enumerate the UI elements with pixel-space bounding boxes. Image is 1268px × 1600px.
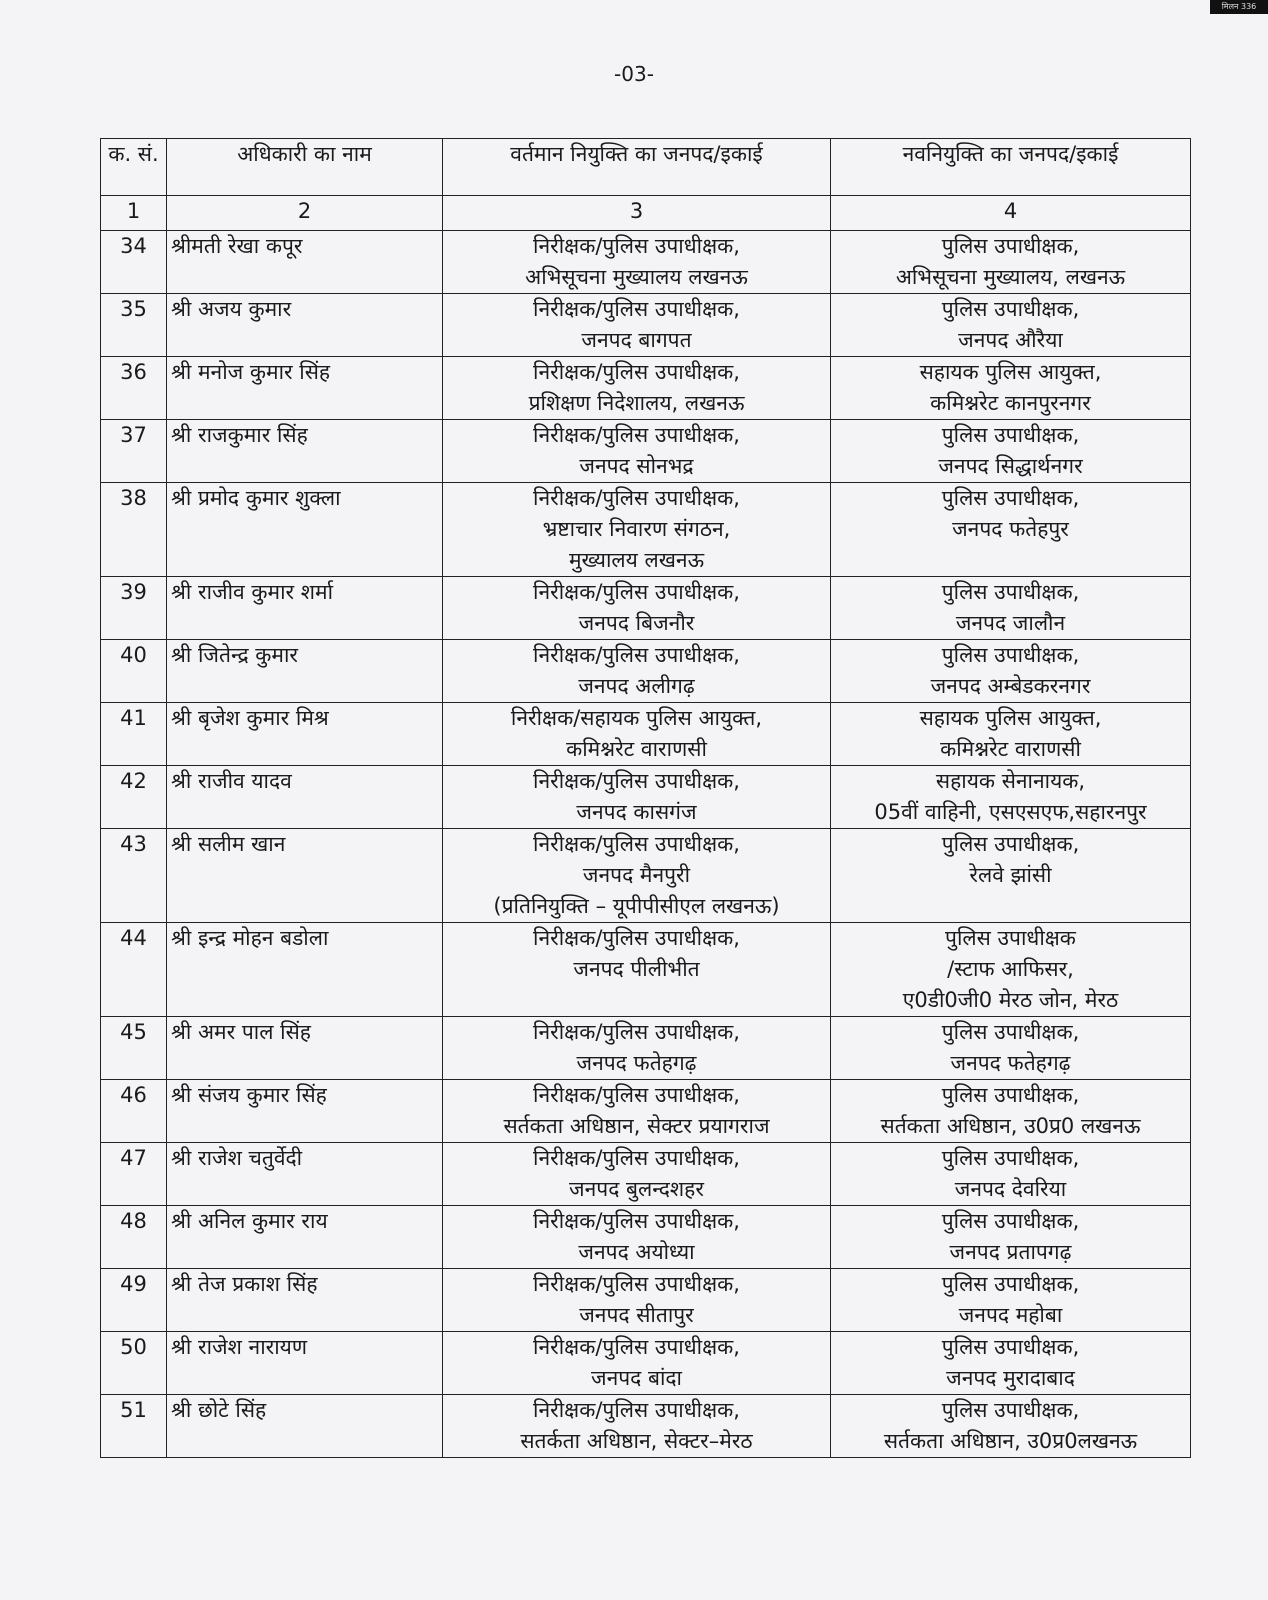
header-officer-name: अधिकारी का नाम (167, 139, 443, 196)
current-posting-line: सर्तकता अधिष्ठान, सेक्टर प्रयागराज (503, 1114, 770, 1138)
header-row (101, 139, 1191, 196)
table-row (101, 577, 1191, 640)
current-posting-line: निरीक्षक/पुलिस उपाधीक्षक, (533, 1272, 740, 1296)
current-posting-line: निरीक्षक/पुलिस उपाधीक्षक, (533, 769, 740, 793)
new-posting (831, 1269, 1191, 1332)
serial-number: 44 (101, 923, 167, 1017)
table-row (101, 766, 1191, 829)
new-posting-line: ए0डी0जी0 मेरठ जोन, मेरठ (902, 988, 1119, 1012)
current-posting-line: (प्रतिनियुक्ति – यूपीपीसीएल लखनऊ) (493, 894, 780, 918)
current-posting-line: सतर्कता अधिष्ठान, सेक्टर–मेरठ (520, 1429, 753, 1453)
current-posting (443, 923, 831, 1017)
new-posting-line: जनपद फतेहपुर (952, 517, 1069, 541)
current-posting (443, 483, 831, 577)
current-posting-line: निरीक्षक/पुलिस उपाधीक्षक, (533, 297, 740, 321)
new-posting-line: कमिश्नरेट वाराणसी (940, 737, 1081, 761)
new-posting (831, 1080, 1191, 1143)
new-posting (831, 923, 1191, 1017)
table-row (101, 483, 1191, 577)
current-posting-line: जनपद बिजनौर (578, 611, 695, 635)
table-row (101, 703, 1191, 766)
new-posting-line: जनपद मुरादाबाद (946, 1366, 1075, 1390)
current-posting (443, 1269, 831, 1332)
new-posting-line: जनपद जालौन (955, 611, 1066, 635)
serial-number: 40 (101, 640, 167, 703)
current-posting (443, 420, 831, 483)
new-posting-line: जनपद सिद्धार्थनगर (938, 454, 1083, 478)
new-posting-line: पुलिस उपाधीक्षक, (941, 1398, 1080, 1422)
new-posting (831, 1206, 1191, 1269)
officer-name: श्री राजेश चतुर्वेदी (167, 1143, 443, 1206)
table-row (101, 1017, 1191, 1080)
new-posting (831, 483, 1191, 577)
serial-number: 42 (101, 766, 167, 829)
column-number: 4 (831, 196, 1191, 231)
new-posting-line: रेलवे झांसी (969, 863, 1052, 887)
officer-name: श्रीमती रेखा कपूर (167, 231, 443, 294)
new-posting (831, 1395, 1191, 1458)
officer-name: श्री बृजेश कुमार मिश्र (167, 703, 443, 766)
table-row (101, 1143, 1191, 1206)
serial-number: 39 (101, 577, 167, 640)
current-posting-line: निरीक्षक/पुलिस उपाधीक्षक, (533, 234, 740, 258)
new-posting (831, 1017, 1191, 1080)
new-posting-line: सर्तकता अधिष्ठान, उ0प्र0लखनऊ (883, 1429, 1138, 1453)
table-row (101, 1206, 1191, 1269)
current-posting-line: जनपद पीलीभीत (573, 957, 700, 981)
serial-number: 37 (101, 420, 167, 483)
new-posting-line: पुलिस उपाधीक्षक, (941, 1335, 1080, 1359)
officer-name: श्री अमर पाल सिंह (167, 1017, 443, 1080)
current-posting (443, 829, 831, 923)
current-posting (443, 1017, 831, 1080)
serial-number: 34 (101, 231, 167, 294)
serial-number: 43 (101, 829, 167, 923)
current-posting-line: जनपद बुलन्दशहर (569, 1177, 704, 1201)
current-posting (443, 766, 831, 829)
current-posting-line: निरीक्षक/पुलिस उपाधीक्षक, (533, 1209, 740, 1233)
current-posting-line: निरीक्षक/पुलिस उपाधीक्षक, (533, 580, 740, 604)
header-current-posting: वर्तमान नियुक्ति का जनपद/इकाई (443, 139, 831, 196)
new-posting-line: पुलिस उपाधीक्षक, (941, 423, 1080, 447)
current-posting-line: निरीक्षक/सहायक पुलिस आयुक्त, (510, 706, 763, 730)
current-posting-line: कमिश्नरेट वाराणसी (566, 737, 707, 761)
new-posting-line: जनपद अम्बेडकरनगर (930, 674, 1091, 698)
officer-name: श्री राजेश नारायण (167, 1332, 443, 1395)
column-number: 3 (443, 196, 831, 231)
serial-number: 35 (101, 294, 167, 357)
new-posting-line: पुलिस उपाधीक्षक, (941, 1083, 1080, 1107)
current-posting-line: प्रशिक्षण निदेशालय, लखनऊ (528, 391, 745, 415)
serial-number: 47 (101, 1143, 167, 1206)
new-posting-line: पुलिस उपाधीक्षक, (941, 234, 1080, 258)
officer-name: श्री राजकुमार सिंह (167, 420, 443, 483)
officer-name: श्री प्रमोद कुमार शुक्ला (167, 483, 443, 577)
new-posting-line: कमिश्नरेट कानपुरनगर (930, 391, 1091, 415)
table-body (101, 231, 1191, 1458)
current-posting-line: निरीक्षक/पुलिस उपाधीक्षक, (533, 1020, 740, 1044)
new-posting-line: सहायक पुलिस आयुक्त, (919, 706, 1102, 730)
current-posting-line: जनपद मैनपुरी (582, 863, 691, 887)
new-posting-line: पुलिस उपाधीक्षक, (941, 1020, 1080, 1044)
new-posting-line: पुलिस उपाधीक्षक, (941, 643, 1080, 667)
current-posting-line: निरीक्षक/पुलिस उपाधीक्षक, (533, 926, 740, 950)
new-posting-line: पुलिस उपाधीक्षक, (941, 1146, 1080, 1170)
current-posting-line: निरीक्षक/पुलिस उपाधीक्षक, (533, 1398, 740, 1422)
new-posting (831, 640, 1191, 703)
current-posting-line: जनपद कासगंज (576, 800, 697, 824)
table-row (101, 923, 1191, 1017)
table-row (101, 1269, 1191, 1332)
new-posting-line: पुलिस उपाधीक्षक, (941, 580, 1080, 604)
current-posting-line: जनपद सोनभद्र (579, 454, 694, 478)
current-posting (443, 294, 831, 357)
new-posting (831, 357, 1191, 420)
new-posting-line: जनपद महोबा (958, 1303, 1063, 1327)
table-row (101, 1395, 1191, 1458)
current-posting-line: निरीक्षक/पुलिस उपाधीक्षक, (533, 360, 740, 384)
serial-number: 49 (101, 1269, 167, 1332)
new-posting-line: पुलिस उपाधीक्षक, (941, 1209, 1080, 1233)
serial-number: 51 (101, 1395, 167, 1458)
current-posting-line: जनपद अलीगढ़ (578, 674, 695, 698)
current-posting-line: अभिसूचना मुख्यालय लखनऊ (525, 265, 748, 289)
current-posting-line: निरीक्षक/पुलिस उपाधीक्षक, (533, 643, 740, 667)
current-posting (443, 1080, 831, 1143)
table-row (101, 357, 1191, 420)
table-row (101, 829, 1191, 923)
current-posting-line: निरीक्षक/पुलिस उपाधीक्षक, (533, 1083, 740, 1107)
current-posting-line: जनपद बागपत (581, 328, 692, 352)
current-posting (443, 640, 831, 703)
header-new-posting: नवनियुक्ति का जनपद/इकाई (831, 139, 1191, 196)
officer-name: श्री छोटे सिंह (167, 1395, 443, 1458)
serial-number: 46 (101, 1080, 167, 1143)
current-posting (443, 1143, 831, 1206)
table-row (101, 420, 1191, 483)
corner-tag: मिलन 336 (1210, 0, 1268, 14)
new-posting-line: जनपद फतेहगढ़ (950, 1051, 1071, 1075)
current-posting (443, 231, 831, 294)
serial-number: 45 (101, 1017, 167, 1080)
new-posting (831, 829, 1191, 923)
column-number-row (101, 196, 1191, 231)
current-posting-line: जनपद बांदा (590, 1366, 682, 1390)
current-posting (443, 577, 831, 640)
officer-name: श्री अनिल कुमार राय (167, 1206, 443, 1269)
officer-name: श्री अजय कुमार (167, 294, 443, 357)
new-posting-line: सहायक पुलिस आयुक्त, (919, 360, 1102, 384)
current-posting-line: मुख्यालय लखनऊ (568, 548, 705, 572)
new-posting-line: सहायक सेनानायक, (935, 769, 1086, 793)
new-posting-line: /स्टाफ आफिसर, (947, 957, 1074, 981)
officer-name: श्री राजीव कुमार शर्मा (167, 577, 443, 640)
page-number: -03- (614, 62, 654, 86)
new-posting (831, 1143, 1191, 1206)
column-number: 2 (167, 196, 443, 231)
header-serial: क. सं. (101, 139, 167, 196)
new-posting-line: पुलिस उपाधीक्षक, (941, 297, 1080, 321)
table-row (101, 231, 1191, 294)
new-posting (831, 294, 1191, 357)
current-posting-line: जनपद अयोध्या (578, 1240, 695, 1264)
current-posting (443, 1332, 831, 1395)
new-posting-line: सर्तकता अधिष्ठान, उ0प्र0 लखनऊ (880, 1114, 1141, 1138)
new-posting-line: अभिसूचना मुख्यालय, लखनऊ (895, 265, 1126, 289)
serial-number: 36 (101, 357, 167, 420)
officer-name: श्री मनोज कुमार सिंह (167, 357, 443, 420)
officer-name: श्री संजय कुमार सिंह (167, 1080, 443, 1143)
officer-name: श्री सलीम खान (167, 829, 443, 923)
current-posting-line: निरीक्षक/पुलिस उपाधीक्षक, (533, 1335, 740, 1359)
current-posting-line: निरीक्षक/पुलिस उपाधीक्षक, (533, 832, 740, 856)
officer-name: श्री जितेन्द्र कुमार (167, 640, 443, 703)
new-posting (831, 420, 1191, 483)
new-posting-line: पुलिस उपाधीक्षक, (941, 1272, 1080, 1296)
transfer-table (100, 138, 1191, 1458)
new-posting (831, 231, 1191, 294)
new-posting (831, 577, 1191, 640)
current-posting-line: निरीक्षक/पुलिस उपाधीक्षक, (533, 423, 740, 447)
new-posting (831, 766, 1191, 829)
serial-number: 48 (101, 1206, 167, 1269)
new-posting (831, 1332, 1191, 1395)
new-posting-line: जनपद देवरिया (954, 1177, 1067, 1201)
table-row (101, 294, 1191, 357)
current-posting (443, 357, 831, 420)
officer-name: श्री इन्द्र मोहन बडोला (167, 923, 443, 1017)
table-row (101, 1080, 1191, 1143)
current-posting-line: जनपद फतेहगढ़ (576, 1051, 697, 1075)
new-posting-line: पुलिस उपाधीक्षक (945, 926, 1076, 950)
current-posting-line: जनपद सीतापुर (579, 1303, 694, 1327)
serial-number: 50 (101, 1332, 167, 1395)
officer-name: श्री तेज प्रकाश सिंह (167, 1269, 443, 1332)
current-posting (443, 1206, 831, 1269)
new-posting-line: पुलिस उपाधीक्षक, (941, 832, 1080, 856)
serial-number: 38 (101, 483, 167, 577)
table-row (101, 640, 1191, 703)
new-posting-line: जनपद प्रतापगढ़ (949, 1240, 1072, 1264)
new-posting-line: जनपद औरैया (958, 328, 1063, 352)
new-posting-line: पुलिस उपाधीक्षक, (941, 486, 1080, 510)
serial-number: 41 (101, 703, 167, 766)
table-row (101, 1332, 1191, 1395)
current-posting-line: निरीक्षक/पुलिस उपाधीक्षक, (533, 1146, 740, 1170)
new-posting (831, 703, 1191, 766)
current-posting (443, 1395, 831, 1458)
current-posting-line: भ्रष्टाचार निवारण संगठन, (542, 517, 731, 541)
current-posting-line: निरीक्षक/पुलिस उपाधीक्षक, (533, 486, 740, 510)
officer-name: श्री राजीव यादव (167, 766, 443, 829)
current-posting (443, 703, 831, 766)
column-number: 1 (101, 196, 167, 231)
new-posting-line: 05वीं वाहिनी, एसएसएफ,सहारनपुर (874, 800, 1147, 824)
